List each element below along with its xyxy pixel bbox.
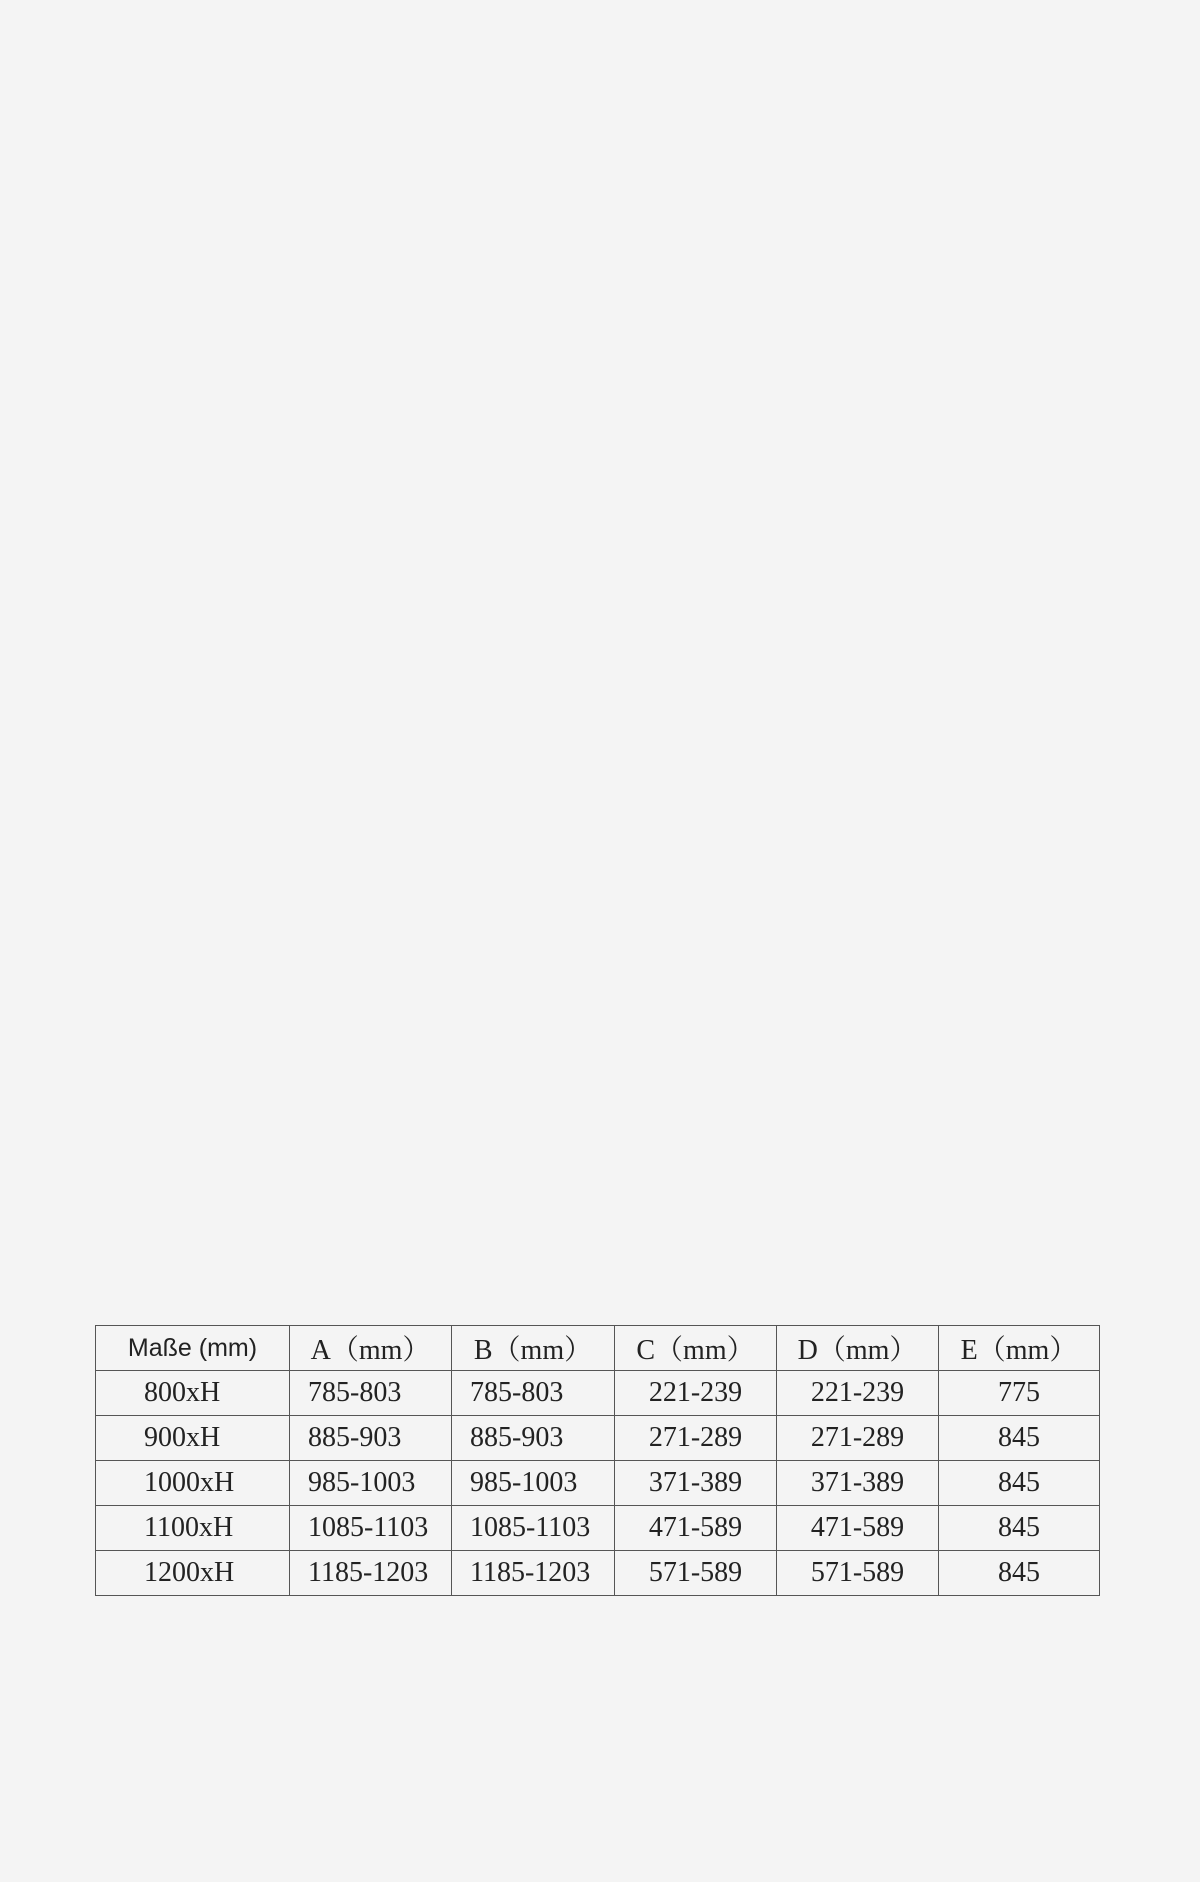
table-cell-c: 371-389 (615, 1461, 777, 1506)
table-cell-c: 221-239 (615, 1371, 777, 1416)
header-cell-a: A（mm） (290, 1326, 452, 1371)
table-row (96, 1461, 1100, 1506)
table-cell-d: 271-289 (777, 1416, 939, 1461)
header-cell-d: D（mm） (777, 1326, 939, 1371)
table-cell-b: 1185-1203 (452, 1551, 615, 1596)
header-cell-e: E（mm） (939, 1326, 1100, 1371)
table-cell-b: 785-803 (452, 1371, 615, 1416)
table-row (96, 1371, 1100, 1416)
header-cell-b: B（mm） (452, 1326, 615, 1371)
dimensions-table (95, 1325, 1100, 1596)
table-cell-a: 785-803 (290, 1371, 452, 1416)
header-cell-size: Maße (mm) (96, 1326, 290, 1371)
table-row (96, 1506, 1100, 1551)
table-cell-b: 985-1003 (452, 1461, 615, 1506)
table-cell-d: 571-589 (777, 1551, 939, 1596)
table-cell-e: 775 (939, 1371, 1100, 1416)
table-cell-a: 985-1003 (290, 1461, 452, 1506)
table-cell-a: 1185-1203 (290, 1551, 452, 1596)
table-cell-e: 845 (939, 1416, 1100, 1461)
table-row (96, 1551, 1100, 1596)
table-cell-size: 800xH (96, 1371, 290, 1416)
table-cell-d: 471-589 (777, 1506, 939, 1551)
table-cell-a: 1085-1103 (290, 1506, 452, 1551)
table-cell-d: 221-239 (777, 1371, 939, 1416)
table-cell-c: 271-289 (615, 1416, 777, 1461)
table-cell-b: 885-903 (452, 1416, 615, 1461)
table-cell-c: 571-589 (615, 1551, 777, 1596)
table-cell-e: 845 (939, 1461, 1100, 1506)
table-row (96, 1416, 1100, 1461)
table-cell-b: 1085-1103 (452, 1506, 615, 1551)
table-cell-size: 1100xH (96, 1506, 290, 1551)
table-cell-e: 845 (939, 1506, 1100, 1551)
table-cell-d: 371-389 (777, 1461, 939, 1506)
table-header-row (96, 1326, 1100, 1371)
table-cell-c: 471-589 (615, 1506, 777, 1551)
table-cell-e: 845 (939, 1551, 1100, 1596)
header-cell-c: C（mm） (615, 1326, 777, 1371)
table-cell-a: 885-903 (290, 1416, 452, 1461)
table-cell-size: 900xH (96, 1416, 290, 1461)
table-cell-size: 1000xH (96, 1461, 290, 1506)
table-cell-size: 1200xH (96, 1551, 290, 1596)
